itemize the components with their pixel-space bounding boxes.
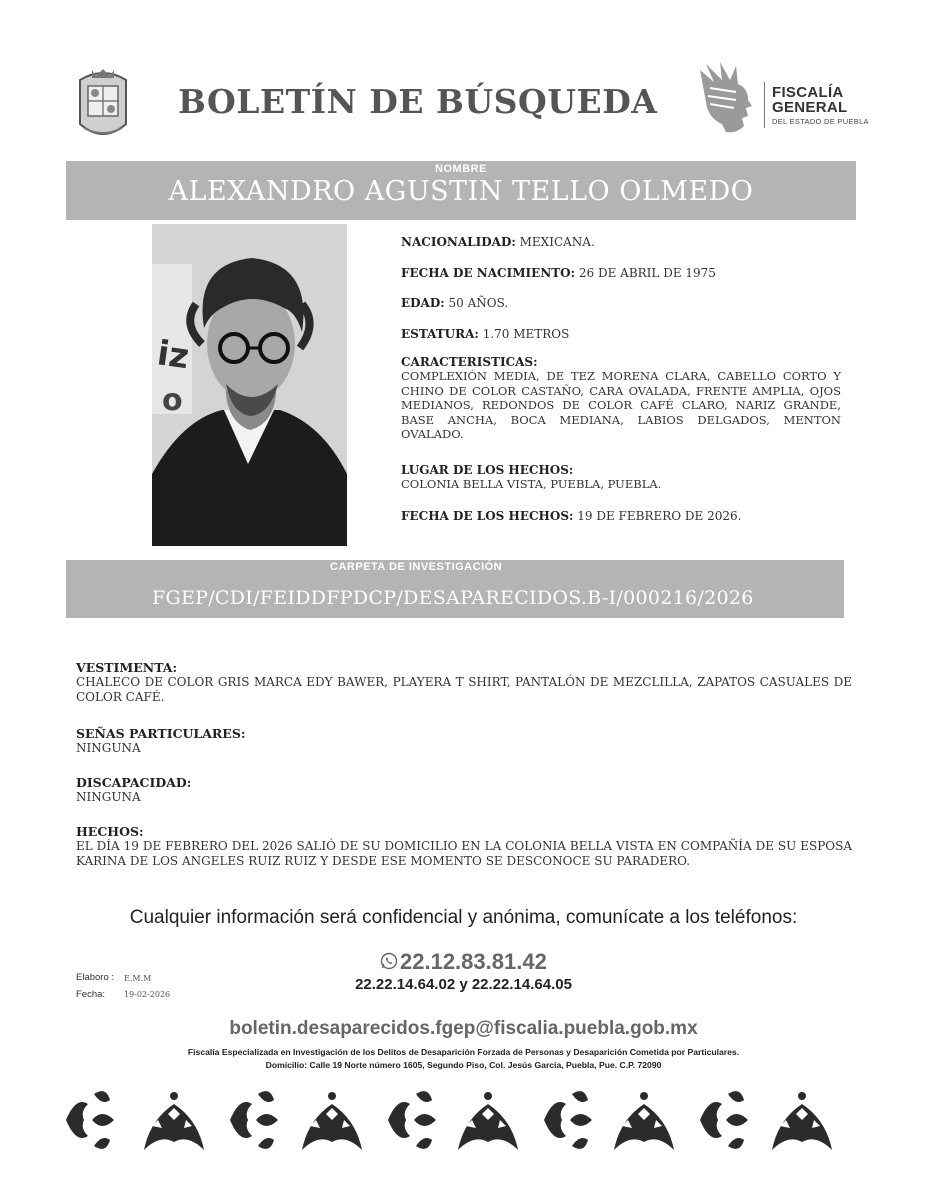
case-number: FGEP/CDI/FEIDDFPDCP/DESAPARECIDOS.B-I/000216/2026 (152, 587, 754, 609)
discapacidad-label: DISCAPACIDAD: (76, 775, 192, 790)
logo-state-text: DEL ESTADO DE PUEBLA (772, 117, 869, 126)
elaboro-label: Elaboro : (76, 972, 115, 983)
hechos-label: HECHOS: (76, 824, 144, 839)
logo-general-text: GENERAL (772, 99, 848, 116)
fact-edad (401, 296, 508, 310)
nacimiento-label: FECHA DE NACIMIENTO: (401, 266, 576, 280)
fiscalia-address: Domicilio: Calle 19 Norte número 1605, Segundo Piso, Col. Jesús García, Puebla, Pue. C.P. 72090 (265, 1060, 662, 1070)
lugar-value: COLONIA BELLA VISTA, PUEBLA, PUEBLA. (401, 477, 662, 491)
caracteristicas-value: COMPLEXIÓN MEDIA, DE TEZ MORENA CLARA, CABELLO CORTO Y CHINO DE COLOR CASTAÑO, CARA OVALADA, FRENTE AMPLIA, OJOS MEDIANOS, REDONDOS DE COLOR CAFÉ CLARO, NARIZ GRANDE, BASE ANCHA, BOCA MEDIANA, LABIOS DELGADOS, MENTON OVALADO. (401, 369, 841, 441)
svg-text:o: o (162, 383, 183, 418)
caracteristicas-label: CARACTERISTICAS: (401, 355, 538, 369)
fact-fecha-hechos (401, 509, 741, 523)
person-name: ALEXANDRO AGUSTIN TELLO OLMEDO (168, 176, 754, 207)
estatura-value: 1.70 METROS (482, 327, 570, 341)
fecha-hechos-label: FECHA DE LOS HECHOS: (401, 509, 574, 523)
fact-estatura (401, 327, 569, 341)
fecha-value: 19-02-2026 (124, 990, 171, 999)
detail-vestimenta (76, 660, 852, 705)
vestimenta-label: VESTIMENTA: (76, 660, 178, 675)
confidential-notice: Cualquier información será confidencial y anónima, comunícate a los teléfonos: (129, 907, 798, 928)
senas-label: SEÑAS PARTICULARES: (76, 726, 246, 741)
logo-divider (764, 82, 765, 128)
fecha-hechos-value: 19 DE FEBRERO DE 2026. (577, 509, 742, 523)
whatsapp-number[interactable]: 22.12.83.81.42 (400, 949, 547, 974)
detail-senas (76, 726, 852, 756)
edad-label: EDAD: (401, 296, 445, 310)
edad-value: 50 AÑOS. (448, 296, 509, 310)
phone-numbers[interactable]: 22.22.14.64.02 y 22.22.14.64.05 (355, 976, 572, 993)
detail-discapacidad (76, 775, 852, 805)
senas-value: NINGUNA (76, 741, 141, 755)
hechos-value: EL DÍA 19 DE FEBRERO DEL 2026 SALIÓ DE SU DOMICILIO EN LA COLONIA BELLA VISTA EN COMPAÑÍA DE SU ESPOSA KARINA DE LOS ANGELES RUIZ RUIZ Y DESDE ESE MOMENTO SE DESCONOCE SU PARADERO. (76, 839, 852, 868)
person-photo (152, 224, 347, 546)
nacionalidad-label: NACIONALIDAD: (401, 235, 516, 249)
case-label: CARPETA DE INVESTIGACIÓN (330, 561, 503, 573)
fiscalia-head-icon (696, 62, 758, 136)
elaboro-value: E.M.M (124, 974, 152, 983)
state-seal-icon (74, 66, 132, 144)
fact-nacimiento (401, 266, 716, 280)
nacimiento-value: 26 DE ABRIL DE 1975 (578, 266, 716, 280)
svg-text:iz: iz (154, 333, 192, 378)
case-banner (66, 560, 844, 618)
discapacidad-value: NINGUNA (76, 790, 141, 804)
fiscalia-name: Fiscalía Especializada en Investigación de los Delitos de Desaparición Forzada de Personas y Desaparición Cometida por Particulares. (187, 1047, 740, 1057)
estatura-label: ESTATURA: (401, 327, 479, 341)
fecha-label: Fecha: (76, 989, 106, 1000)
name-label: NOMBRE (435, 163, 487, 175)
nacionalidad-value: MEXICANA. (519, 235, 595, 249)
vestimenta-value: CHALECO DE COLOR GRIS MARCA EDY BAWER, PLAYERA T SHIRT, PANTALÓN DE MEZCLILLA, ZAPATOS CASUALES DE COLOR CAFÉ. (76, 675, 852, 704)
whatsapp-icon (380, 952, 398, 970)
fiscalia-logo (696, 62, 896, 138)
contact-email[interactable]: boletin.desaparecidos.fgep@fiscalia.puebla.gob.mx (229, 1018, 698, 1039)
fact-nacionalidad (401, 235, 595, 249)
page-title: BOLETÍN DE BÚSQUEDA (178, 82, 658, 121)
lugar-label: LUGAR DE LOS HECHOS: (401, 463, 574, 477)
fact-lugar (401, 463, 841, 492)
fact-caracteristicas (401, 355, 841, 442)
detail-hechos (76, 824, 852, 869)
logo-fiscalia-text: FISCALÍA (772, 84, 844, 101)
ornament-border (62, 1086, 862, 1154)
name-banner (66, 161, 856, 220)
